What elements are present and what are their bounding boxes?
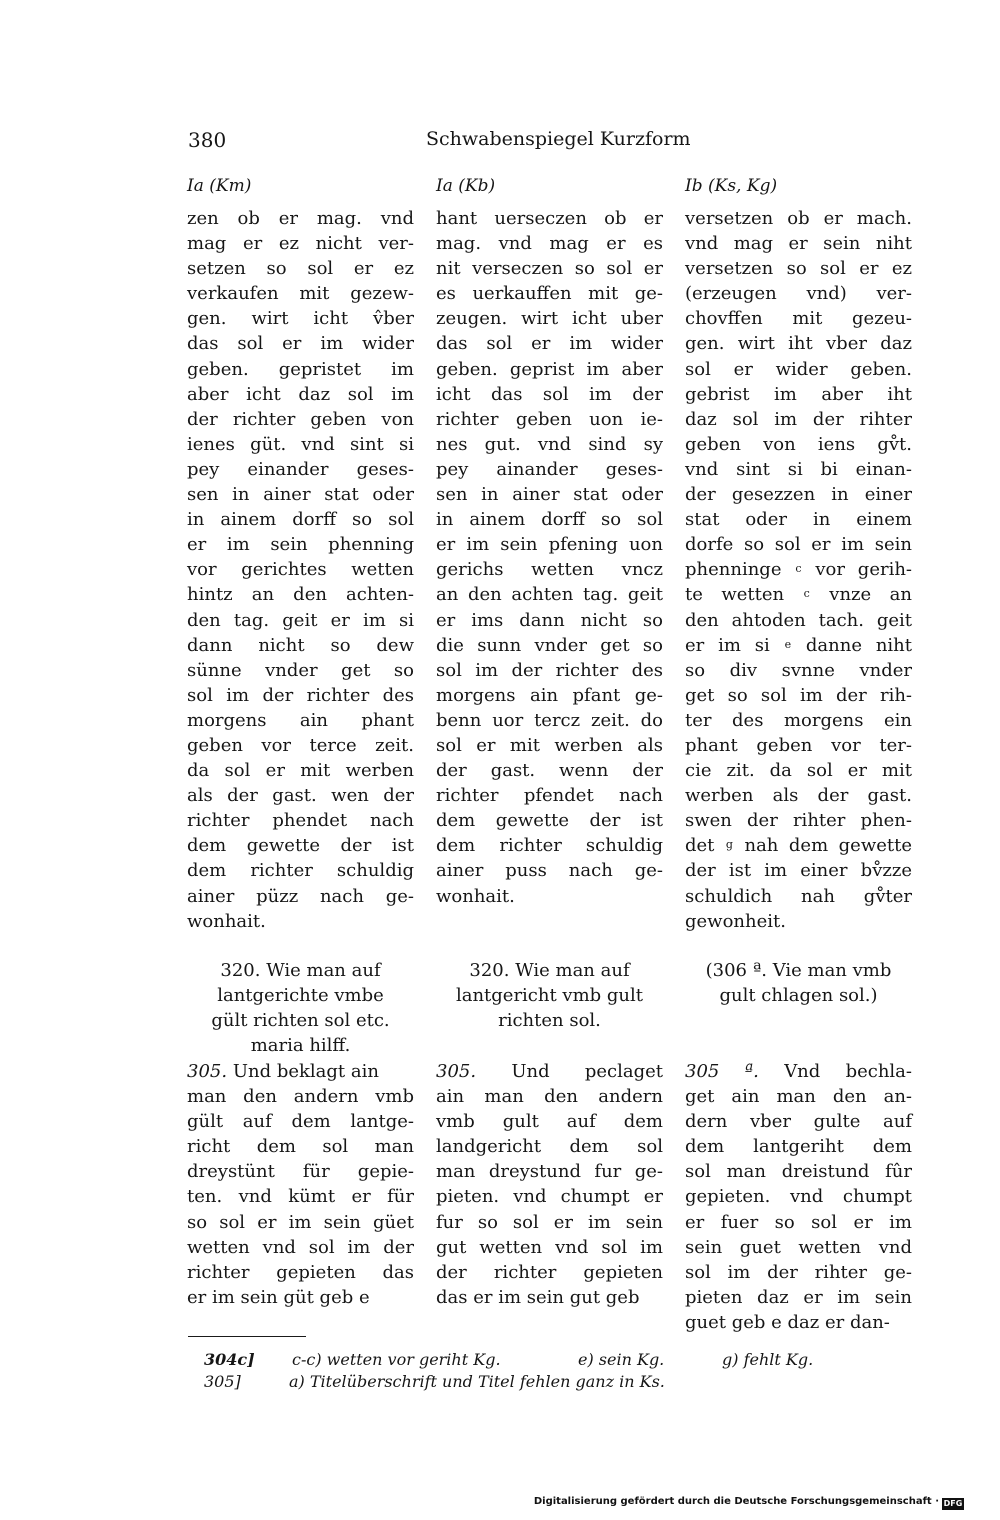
text-line: in ainem dorff so sol bbox=[187, 509, 414, 531]
text-line: dorfe so sol er im sein bbox=[685, 534, 912, 556]
text-line: das er im sein gut geb bbox=[436, 1286, 640, 1308]
superscript-marker: c bbox=[795, 562, 802, 576]
text-line: geben. geprist im aber bbox=[436, 358, 663, 380]
text-line: gepieten. vnd chumpt bbox=[685, 1186, 912, 1208]
column-ib-ks-kg bbox=[685, 176, 912, 934]
text-line: hintz an den achten- bbox=[187, 584, 414, 606]
text-line: cie zit. da sol er mit bbox=[685, 760, 912, 782]
text-line: 305 ª. Vnd bechla- bbox=[685, 1061, 912, 1082]
section-title-ib-ks-kg bbox=[685, 958, 912, 1008]
text-line: gen. wirt icht v̂ber bbox=[187, 308, 414, 330]
text-line: richter phendet nach bbox=[187, 810, 414, 832]
section-title-line: gült richten sol etc. bbox=[211, 1010, 390, 1031]
text-line: get so sol im der rih- bbox=[685, 684, 912, 706]
text-line: dern vber gulte auf bbox=[685, 1111, 912, 1133]
text-line: werben als der gast. bbox=[685, 785, 912, 807]
text-line: als der gast. wen der bbox=[187, 785, 414, 807]
text-line: an den achten tag. geit bbox=[436, 584, 663, 606]
text-line: verkaufen mit gezew- bbox=[187, 283, 414, 305]
section-title-ia-kb bbox=[436, 958, 663, 1033]
section-number: 305. bbox=[187, 1061, 233, 1082]
text-line: sol man dreistund fûr bbox=[685, 1161, 912, 1183]
text-line: vnd sint si bi einan- bbox=[685, 458, 912, 480]
text-line: phenninge $^c$ vor gerih- bbox=[685, 559, 913, 581]
text-line: stat oder in einem bbox=[685, 509, 912, 531]
text-line: der ist im einer bv̊zze bbox=[685, 860, 912, 882]
page-header bbox=[0, 128, 1000, 158]
text-line: dem lantgeriht dem bbox=[685, 1136, 912, 1158]
text-line: man den andern vmb bbox=[187, 1086, 414, 1108]
text-line: vor gerichtes wetten bbox=[187, 559, 414, 581]
text-line: dreystünt für gepie- bbox=[187, 1161, 414, 1183]
text-line: get ain man den an- bbox=[685, 1086, 912, 1108]
text-line: versetzen so sol er ez bbox=[685, 258, 912, 280]
text-line: mag. vnd mag er es bbox=[436, 233, 663, 255]
superscript-marker: g bbox=[725, 838, 733, 852]
section-title-line: 320. Wie man auf bbox=[220, 960, 381, 981]
text-line: hant uerseczen ob er bbox=[436, 208, 663, 229]
text-line: so sol er im sein güet bbox=[187, 1211, 414, 1233]
text-line: dann nicht so dew bbox=[187, 634, 414, 656]
text-line: ter des morgens ein bbox=[685, 709, 912, 731]
text-line: pey einander geses- bbox=[187, 458, 414, 480]
text-line: die sunn vnder get so bbox=[436, 634, 663, 656]
text-line: das sol er im wider bbox=[436, 333, 663, 355]
section-title-line: lantgerichte vmbe bbox=[217, 985, 384, 1006]
dfg-logo: DFG bbox=[943, 1499, 963, 1508]
column-ia-km bbox=[187, 176, 414, 934]
text-line: phant geben vor ter- bbox=[685, 734, 912, 756]
section-body-ia-km bbox=[187, 1059, 414, 1310]
text-line: morgens ain pfant ge- bbox=[436, 684, 663, 706]
text-line: sol er mit werben als bbox=[436, 734, 663, 756]
text-line: dem gewette der ist bbox=[187, 835, 414, 857]
text-line: pieten. vnd chumpt er bbox=[436, 1186, 663, 1208]
text-line: der gesezzen in einer bbox=[685, 484, 912, 506]
section-body-ia-kb bbox=[436, 1059, 663, 1310]
section-title-line: (306 ª. Vie man vmb bbox=[705, 960, 892, 981]
footnote-rule bbox=[188, 1336, 306, 1337]
text-line: da sol er mit werben bbox=[187, 760, 414, 782]
text-line: gut wetten vnd sol im bbox=[436, 1236, 663, 1258]
text-line: geben vor terce zeit. bbox=[187, 734, 414, 756]
text-line: det $^g$ nah dem gewette bbox=[685, 835, 912, 857]
text-line: ten. vnd kümt er für bbox=[187, 1186, 414, 1208]
text-line: landgericht dem sol bbox=[436, 1136, 663, 1158]
footnote-text: e) sein Kg. bbox=[578, 1350, 665, 1369]
text-line: der gast. wenn der bbox=[436, 760, 663, 782]
column-text bbox=[436, 206, 663, 909]
text-line: 305. Und peclaget bbox=[436, 1061, 663, 1082]
text-line: ainer puss nach ge- bbox=[436, 860, 663, 882]
section-title-ia-km bbox=[187, 958, 414, 1058]
text-line: sol im der richter des bbox=[187, 684, 414, 706]
section-number: 305 ª. bbox=[685, 1061, 785, 1082]
section-title-line: gult chlagen sol.) bbox=[719, 985, 878, 1006]
column-text bbox=[187, 206, 414, 934]
text-line: vnd mag er sein niht bbox=[685, 233, 912, 255]
section-title-line: maria hilff. bbox=[250, 1035, 351, 1056]
text-line: in ainem dorff so sol bbox=[436, 509, 663, 531]
section-number: 305. bbox=[436, 1061, 512, 1082]
text-line: geben. gepristet im bbox=[187, 358, 414, 380]
text-line: sein guet wetten vnd bbox=[685, 1236, 912, 1258]
text-line: vmb gult auf dem bbox=[436, 1111, 663, 1133]
text-line: daz sol im der rihter bbox=[685, 408, 912, 430]
digitization-note-text: Digitalisierung gefördert durch die Deutsche Forschungsgemeinschaft · bbox=[533, 1496, 939, 1507]
footnote-text: g) fehlt Kg. bbox=[722, 1350, 814, 1369]
text-line: er ims dann nicht so bbox=[436, 609, 663, 631]
text-line: schuldich nah gv̊ter bbox=[685, 885, 912, 907]
text-line: richt dem sol man bbox=[187, 1136, 414, 1158]
column-label: Ia (Kb) bbox=[436, 176, 496, 196]
text-line: den ahtoden tach. geit bbox=[685, 609, 912, 631]
text-line: er im sein phenning bbox=[187, 534, 414, 556]
text-line: er fuer so sol er im bbox=[685, 1211, 912, 1233]
text-line: pey ainander geses- bbox=[436, 458, 663, 480]
text-line: es uerkauffen mit ge- bbox=[436, 283, 663, 305]
text-line: ain man den andern bbox=[436, 1086, 663, 1108]
text-line: setzen so sol er ez bbox=[187, 258, 414, 280]
digitization-note bbox=[534, 1496, 964, 1510]
column-text bbox=[685, 206, 912, 934]
section-body-ib-ks-kg bbox=[685, 1059, 912, 1335]
text-line: sen in ainer stat oder bbox=[187, 484, 414, 506]
column-label: Ib (Ks, Kg) bbox=[685, 176, 778, 196]
text-line: sol im der rihter ge- bbox=[685, 1261, 912, 1283]
text-line: te wetten $^c$ vnze an bbox=[685, 584, 912, 606]
running-title: Schwabenspiegel Kurzform bbox=[426, 128, 691, 150]
text-line: das sol er im wider bbox=[187, 333, 414, 355]
footnote-key: 304c] bbox=[204, 1350, 255, 1369]
text-line: sol er wider geben. bbox=[685, 358, 912, 380]
text-line: fur so sol er im sein bbox=[436, 1211, 663, 1233]
text-line: gült auf dem lantge- bbox=[187, 1111, 414, 1133]
text-line: sen in ainer stat oder bbox=[436, 484, 663, 506]
text-line: der richter geben von bbox=[187, 408, 414, 430]
text-line: versetzen ob er mach. bbox=[685, 208, 912, 229]
text-line: gen. wirt iht vber daz bbox=[685, 333, 912, 355]
text-line: 305. Und beklagt ain bbox=[187, 1061, 379, 1082]
text-line: pieten daz er im sein bbox=[685, 1286, 912, 1308]
text-line: zeugen. wirt icht uber bbox=[436, 308, 663, 330]
superscript-marker: c bbox=[803, 587, 810, 601]
text-line: zen ob er mag. vnd bbox=[187, 208, 414, 229]
text-line: nes gut. vnd sind sy bbox=[436, 433, 663, 455]
column-ia-kb bbox=[436, 176, 663, 909]
text-line: man dreystund fur ge- bbox=[436, 1161, 663, 1183]
text-line: wonhait. bbox=[187, 910, 266, 932]
text-line: geben von iens gv̊t. bbox=[685, 433, 912, 455]
text-line: richter pfendet nach bbox=[436, 785, 663, 807]
text-line: icht das sol im der bbox=[436, 383, 663, 405]
text-line: guet geb e daz er dan- bbox=[685, 1311, 890, 1333]
text-line: morgens ain phant bbox=[187, 709, 414, 731]
text-line: gewonheit. bbox=[685, 910, 786, 932]
footnote-text: a) Titelüberschrift und Titel fehlen ganz in Ks. bbox=[289, 1372, 665, 1391]
text-line: richter geben uon ie- bbox=[436, 408, 663, 430]
section-title-line: richten sol. bbox=[498, 1010, 601, 1031]
superscript-marker: e bbox=[784, 637, 792, 651]
page-number: 380 bbox=[188, 128, 227, 152]
text-line: dem richter schuldig bbox=[436, 835, 663, 857]
text-line: gebrist im aber iht bbox=[685, 383, 912, 405]
text-line: sünne vnder get so bbox=[187, 659, 414, 681]
text-line: dem gewette der ist bbox=[436, 810, 663, 832]
text-line: richter gepieten das bbox=[187, 1261, 414, 1283]
text-line: den tag. geit er im si bbox=[187, 609, 414, 631]
text-line: swen der rihter phen- bbox=[685, 810, 912, 832]
section-title-line: 320. Wie man auf bbox=[469, 960, 630, 981]
text-line: wetten vnd sol im der bbox=[187, 1236, 414, 1258]
text-line: benn uor tercz zeit. do bbox=[436, 709, 663, 731]
column-label: Ia (Km) bbox=[187, 176, 252, 196]
text-line: er im si $^e$ danne niht bbox=[685, 634, 912, 656]
footnote-key: 305] bbox=[204, 1372, 241, 1391]
text-line: ainer püzz nach ge- bbox=[187, 885, 414, 907]
text-line: so div svnne vnder bbox=[685, 659, 912, 681]
text-line: (erzeugen vnd) ver- bbox=[685, 283, 912, 305]
text-line: wonhait. bbox=[436, 885, 515, 907]
text-line: aber icht daz sol im bbox=[187, 383, 414, 405]
text-line: nit verseczen so sol er bbox=[436, 258, 663, 280]
text-line: ienes güt. vnd sint si bbox=[187, 433, 414, 455]
text-line: sol im der richter des bbox=[436, 659, 663, 681]
text-line: er im sein pfening uon bbox=[436, 534, 663, 556]
section-title-line: lantgericht vmb gult bbox=[455, 985, 644, 1006]
text-line: dem richter schuldig bbox=[187, 860, 414, 882]
text-line: der richter gepieten bbox=[436, 1261, 663, 1283]
footnote-text: c-c) wetten vor geriht Kg. bbox=[292, 1350, 501, 1369]
text-line: gerichs wetten vncz bbox=[436, 559, 663, 581]
text-line: chovffen mit gezeu- bbox=[685, 308, 912, 330]
text-line: mag er ez nicht ver- bbox=[187, 233, 414, 255]
text-line: er im sein güt geb e bbox=[187, 1286, 370, 1308]
